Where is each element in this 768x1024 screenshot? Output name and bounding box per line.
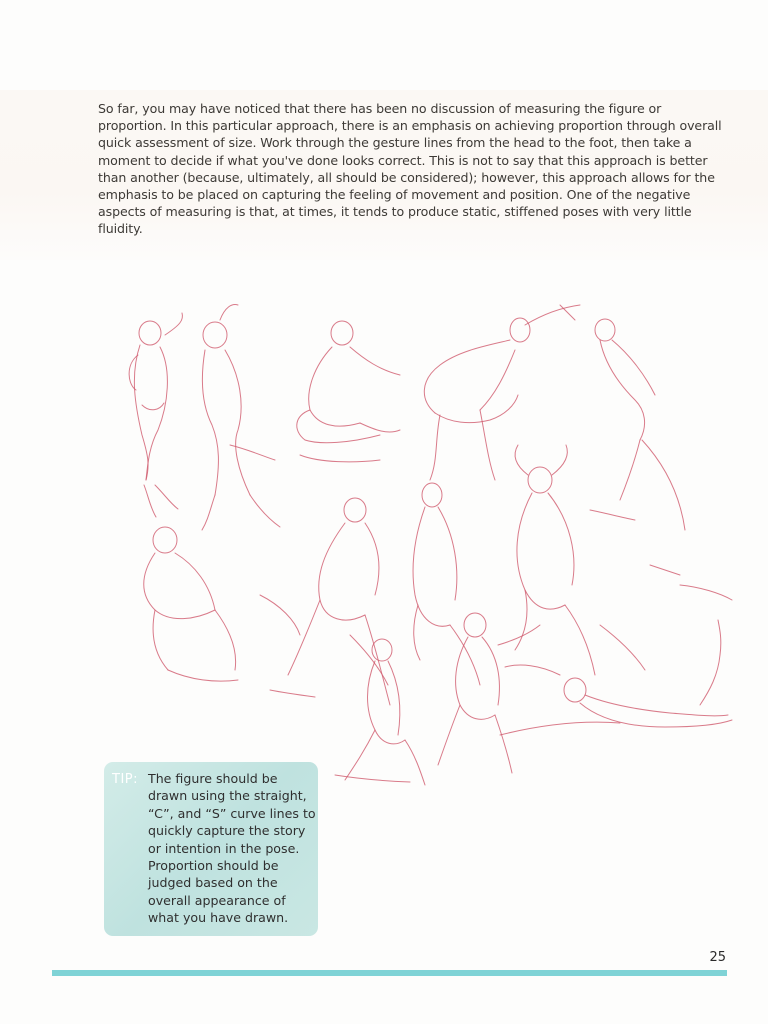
gesture-figure-4 bbox=[424, 305, 580, 480]
gesture-figure-5 bbox=[590, 319, 685, 530]
intro-paragraph: So far, you may have noticed that there has been no discussion of measuring the figure or proportion. In this particular approach, there is an emphasis on achieving proportion through overall quick assessment of size. Work through the gesture lines from the head to the foot, then take a moment to decide if what you've done looks correct. This is not to say that this approach is better than another (because, ultimately, all should be considered); however, this approach allows for the emphasis to be placed on capturing the feeling of movement and position. One of the negative aspects of measuring is that, at times, it tends to produce static, stiffened poses with very little fluidity. bbox=[98, 101, 722, 237]
gesture-figure-3 bbox=[297, 321, 400, 462]
gesture-figure-10 bbox=[438, 613, 540, 773]
gesture-figure-11 bbox=[335, 639, 425, 785]
footer-rule bbox=[52, 970, 727, 976]
gesture-figure-6 bbox=[144, 527, 238, 681]
gesture-figure-9 bbox=[515, 445, 595, 675]
gesture-sketches-svg bbox=[120, 295, 750, 795]
tip-label: TIP: bbox=[112, 772, 138, 787]
gesture-figure-7 bbox=[270, 498, 390, 705]
gesture-figure-1 bbox=[129, 313, 182, 517]
gesture-loose-strokes bbox=[260, 305, 732, 670]
gesture-figure-12 bbox=[500, 620, 732, 735]
tip-text: The figure should be drawn using the straight, “C”, and “S” curve lines to quickly capture the story or intention in the pose. Proportion should be judged based on the overall appearance of what you have drawn. bbox=[148, 771, 316, 926]
gesture-figure-2 bbox=[202, 305, 280, 530]
gesture-sketches-illustration bbox=[120, 295, 750, 795]
page-number: 25 bbox=[709, 950, 726, 965]
gesture-figure-8 bbox=[413, 483, 480, 685]
